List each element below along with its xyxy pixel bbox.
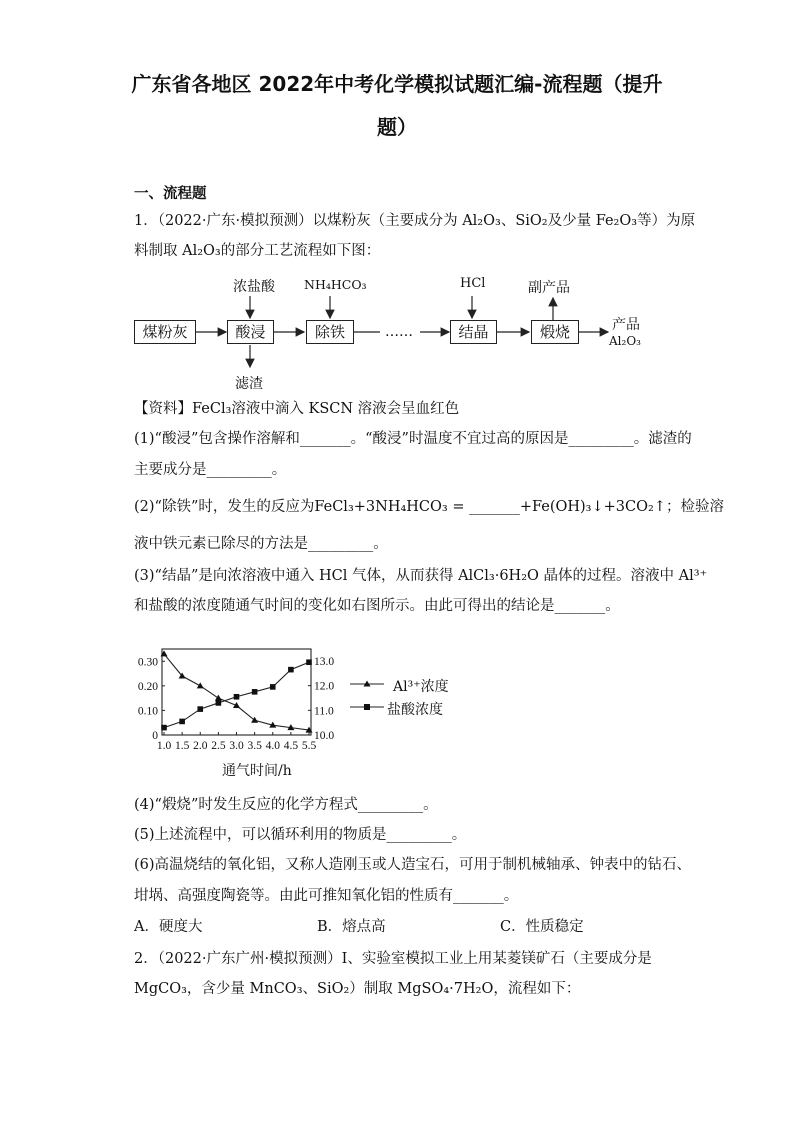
- flow-label-residue: 滤渣: [235, 376, 263, 392]
- q2-intro-line2: MgCO₃，含少量 MnCO₃、SiO₂）制取 MgSO₄·7H₂O，流程如下：: [134, 981, 581, 997]
- x-tick-label: 4.0: [265, 740, 280, 752]
- q1-option-a: A．硬度大: [134, 919, 203, 935]
- al-data-point: [197, 682, 204, 688]
- flow-label-byproduct: 副产品: [528, 280, 570, 296]
- y-left-tick-label: 0: [152, 730, 158, 742]
- y-right-tick-label: 12.0: [314, 680, 335, 693]
- section-heading: 一、流程题: [134, 186, 207, 202]
- hcl-data-point: [197, 706, 203, 712]
- y-left-tick-label: 0.30: [137, 656, 158, 669]
- al-data-point: [215, 695, 222, 701]
- q1-part5: (5)上述流程中，可以循环利用的物质是_________。: [134, 827, 467, 843]
- hcl-data-point: [216, 700, 222, 706]
- q1-part2-line1: (2)“除铁”时，发生的反应为FeCl₃+3NH₄HCO₃ = _______+Fe(OH)₃↓+3CO₂↑；检验溶: [134, 499, 724, 515]
- q1-intro-line2: 料制取 Al₂O₃的部分工艺流程如下图：: [134, 243, 381, 259]
- hcl-data-point: [161, 725, 167, 731]
- flow-box-iron-removal: 除铁: [306, 320, 354, 344]
- x-tick-label: 3.0: [229, 740, 244, 752]
- x-tick-label: 1.5: [174, 740, 190, 752]
- q1-option-b: B．熔点高: [317, 919, 386, 935]
- hcl-data-point: [179, 719, 185, 725]
- q1-part1-line1: (1)“酸浸”包含操作溶解和_______。“酸浸”时温度不宜过高的原因是_________。滤渣的: [134, 431, 692, 447]
- q1-part4: (4)“煅烧”时发生反应的化学方程式_________。: [134, 797, 438, 813]
- hcl-data-point: [288, 667, 294, 673]
- y-left-tick-label: 0.10: [137, 705, 158, 718]
- flow-label-product-formula: Al₂O₃: [609, 334, 641, 348]
- flow-box-calcine: 煅烧: [531, 320, 579, 344]
- q1-part2-line2: 液中铁元素已除尽的方法是_________。: [134, 536, 388, 552]
- y-right-tick-label: 10.0: [314, 730, 335, 742]
- page-title: 广东省各地区 2022年中考化学模拟试题汇编-流程题（提升: [131, 72, 663, 96]
- flow-label-hcl: HCl: [460, 276, 486, 291]
- flow-box-coal-ash: 煤粉灰: [134, 320, 196, 344]
- q2-intro-line1: 2．（2022·广东广州·模拟预测）Ⅰ、实验室模拟工业上用某菱镁矿石（主要成分是: [134, 951, 652, 967]
- flow-label-conc-hcl: 浓盐酸: [233, 279, 275, 295]
- x-tick-label: 3.5: [247, 740, 262, 752]
- x-tick-label: 5.5: [301, 740, 317, 752]
- x-tick-label: 4.5: [283, 740, 299, 752]
- legend-hcl-label: 盐酸浓度: [387, 702, 443, 718]
- q1-part6-line1: (6)高温烧结的氧化铝，又称人造刚玉或人造宝石，可用于制机械轴承、钟表中的钻石、: [134, 857, 692, 873]
- flow-box-crystallize: 结晶: [450, 320, 497, 344]
- q1-intro-line1: 1．（2022·广东·模拟预测）以煤粉灰（主要成分为 Al₂O₃、SiO₂及少量 Fe₂O₃等）为原: [134, 213, 696, 229]
- hcl-data-point: [234, 694, 240, 700]
- hcl-data-point: [270, 684, 276, 690]
- flow-box-acid-leach: 酸浸: [227, 320, 274, 344]
- y-right-tick-label: 13.0: [314, 656, 335, 668]
- flow-label-product: 产品: [612, 317, 640, 333]
- q1-part3-line2: 和盐酸的浓度随通气时间的变化如右图所示。由此可得出的结论是_______。: [134, 598, 620, 614]
- q1-part1-line2: 主要成分是_________。: [134, 462, 287, 478]
- flow-dots: ……: [385, 324, 413, 340]
- legend-hcl-marker: [364, 704, 370, 710]
- page-title-cont: 题）: [377, 115, 417, 139]
- q1-part6-line2: 坩埚、高强度陶瓷等。由此可推知氧化铝的性质有_______。: [134, 888, 519, 904]
- x-tick-label: 2.5: [211, 740, 226, 752]
- legend-al-label: Al³⁺浓度: [393, 679, 449, 695]
- hcl-data-point: [252, 689, 258, 695]
- x-tick-label: 2.0: [193, 740, 208, 752]
- y-left-tick-label: 0.20: [137, 680, 158, 693]
- hcl-data-point: [306, 659, 312, 665]
- y-right-tick-label: 11.0: [314, 705, 334, 718]
- q1-info: 【资料】FeCl₃溶液中滴入 KSCN 溶液会呈血红色: [134, 401, 460, 417]
- x-tick-label: 1.0: [156, 740, 172, 752]
- flow-label-nh4hco3: NH₄HCO₃: [304, 277, 367, 292]
- q1-part3-line1: (3)“结晶”是向浓溶液中通入 HCl 气体，从而获得 AlCl₃·6H₂O 晶体的过程。溶液中 Al³⁺: [134, 568, 708, 584]
- chart-xlabel: 通气时间/h: [222, 763, 292, 779]
- q1-option-c: C．性质稳定: [500, 919, 584, 935]
